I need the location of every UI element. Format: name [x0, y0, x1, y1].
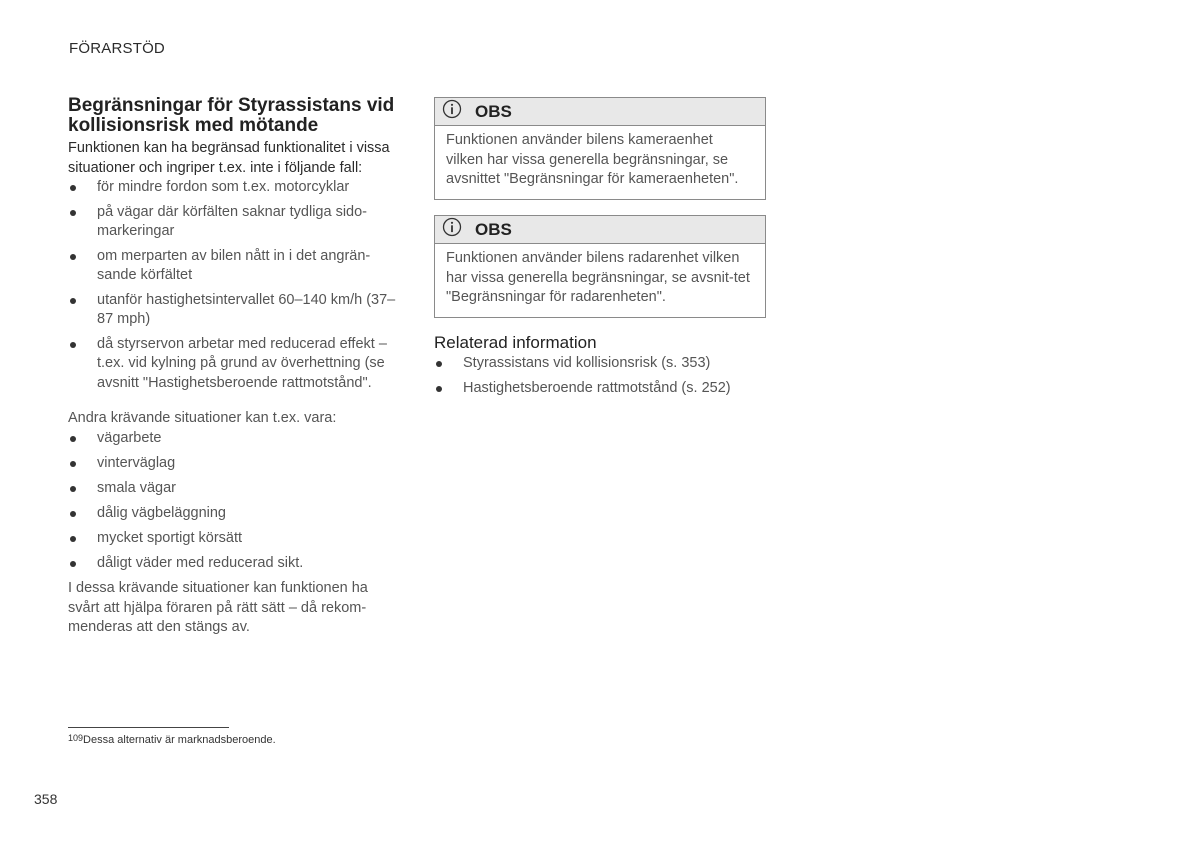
main-column	[68, 96, 398, 638]
section-header: FÖRARSTÖD	[69, 40, 165, 57]
note-header	[435, 98, 765, 126]
list-item: dåligt väder med reducerad sikt.	[68, 554, 398, 574]
list-item: vinterväglag	[68, 454, 398, 474]
limitation-list	[68, 178, 398, 393]
footnote-divider	[68, 727, 229, 728]
list-item: utanför hastighetsintervallet 60–140 km/h (37–87 mph)	[68, 291, 398, 330]
other-situations-intro: Andra krävande situationer kan t.ex. vara:	[68, 410, 337, 426]
list-item: på vägar där körfälten saknar tydliga sido-markeringar	[68, 203, 398, 242]
info-icon	[442, 99, 462, 124]
list-item: då styrservon arbetar med reducerad effekt – t.ex. vid kylning på grund av överhettning (se avsnitt "Hastighetsberoende rattmotstånd".	[68, 335, 398, 394]
note-title: OBS	[475, 101, 512, 121]
note-title: OBS	[475, 219, 512, 239]
section-heading: Begränsningar för Styrassistans vid kollisionsrisk med mötande	[68, 95, 395, 136]
note-header	[435, 216, 765, 244]
note-box-camera	[434, 97, 766, 200]
related-links	[434, 354, 774, 399]
list-item: smala vägar	[68, 479, 398, 499]
related-link[interactable]: Styrassistans vid kollisionsrisk (s. 353)	[434, 354, 774, 374]
note-box-radar	[434, 215, 766, 318]
related-link[interactable]: Hastighetsberoende rattmotstånd (s. 252)	[434, 379, 774, 399]
list-item: för mindre fordon som t.ex. motorcyklar	[68, 178, 398, 198]
list-item: dålig vägbeläggning	[68, 504, 398, 524]
closing-paragraph: I dessa krävande situationer kan funktionen ha svårt att hjälpa föraren på rätt sätt – då rekom-menderas att den stängs av.	[68, 580, 368, 636]
info-icon	[442, 217, 462, 242]
footnote-number: 109	[68, 733, 84, 743]
list-item: mycket sportigt körsätt	[68, 529, 398, 549]
note-text: Funktionen använder bilens kameraenhet vilken har vissa generella begränsningar, se avsnittet "Begränsningar för kameraenheten".	[446, 132, 739, 187]
related-heading: Relaterad information	[434, 333, 597, 352]
page-number: 358	[34, 791, 58, 807]
other-situations-list	[68, 429, 398, 574]
list-item: vägarbete	[68, 429, 398, 449]
related-information	[434, 332, 774, 404]
note-text: Funktionen använder bilens radarenhet vilken har vissa generella begränsningar, se avsnit-tet "Begränsningar för radarenheten".	[446, 250, 750, 305]
footnote	[68, 733, 276, 746]
footnote-text: Dessa alternativ är marknadsberoende.	[83, 734, 276, 746]
list-item: om merparten av bilen nått in i det angrän-sande körfältet	[68, 247, 398, 286]
intro-paragraph: Funktionen kan ha begränsad funktionalitet i vissa situationer och ingriper t.ex. inte i följande fall:	[68, 140, 390, 176]
